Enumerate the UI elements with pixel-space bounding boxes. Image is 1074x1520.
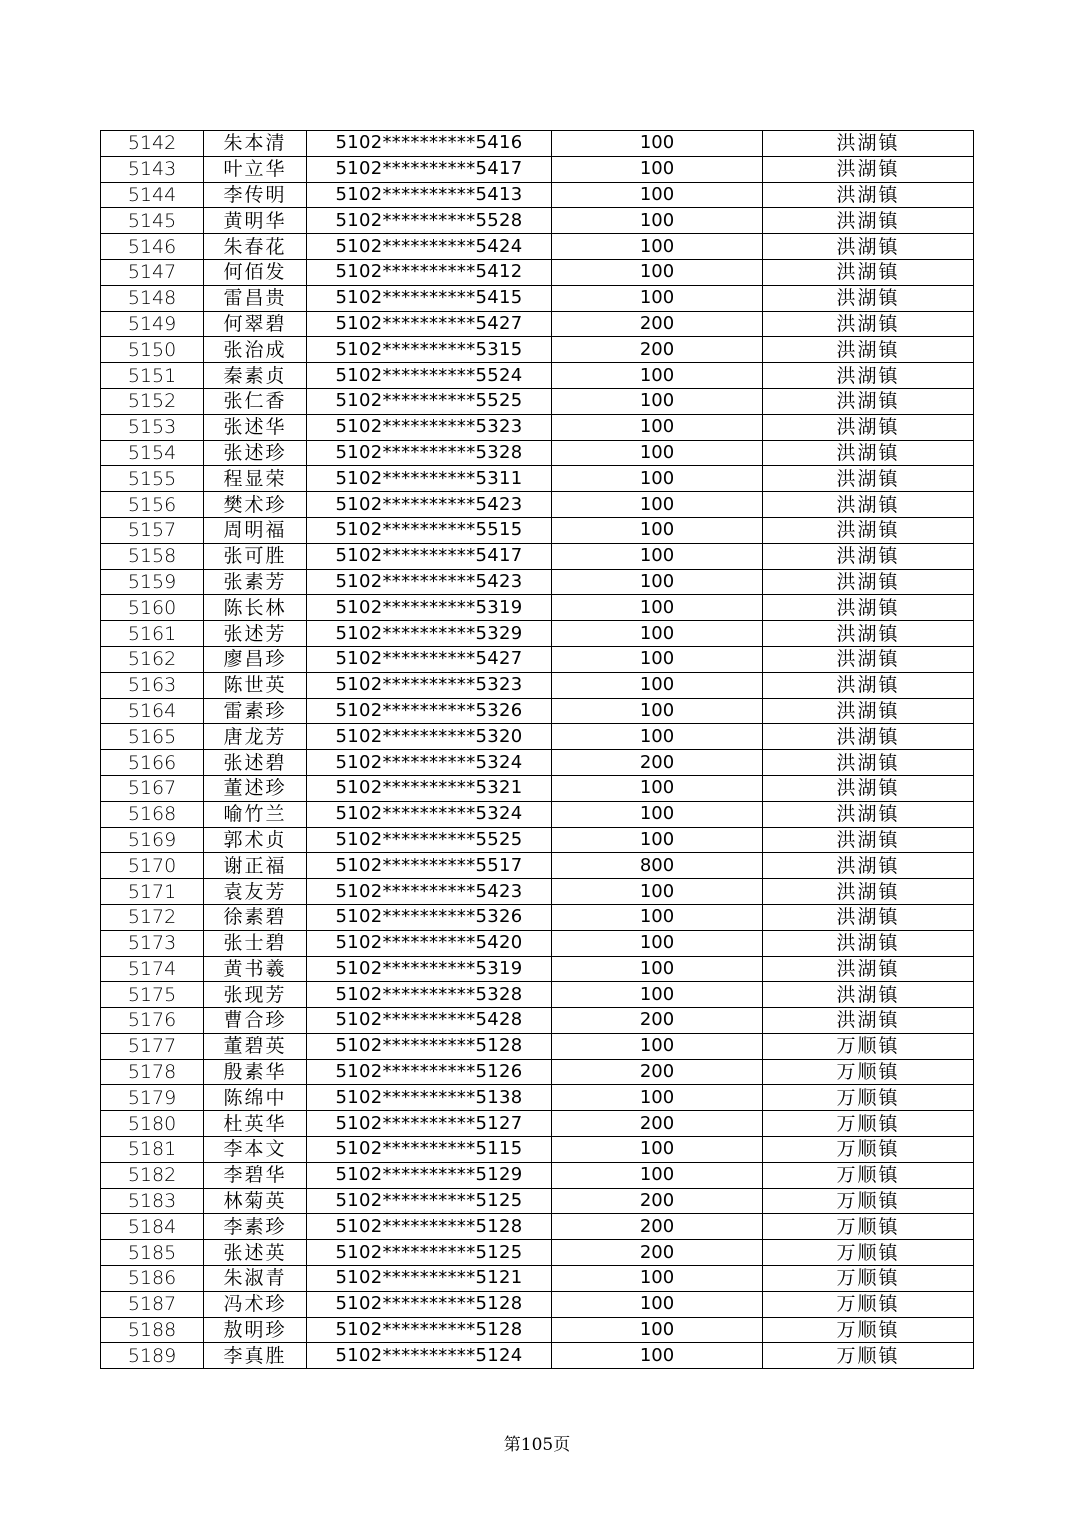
id-number-cell: 5102**********5427 [307, 311, 552, 337]
table-row [101, 285, 974, 311]
serial-number-cell: 5179 [101, 1085, 204, 1111]
table-row [101, 311, 974, 337]
table-row [101, 1008, 974, 1034]
table-row [101, 1111, 974, 1137]
table-row [101, 492, 974, 518]
amount-cell: 100 [552, 1317, 763, 1343]
town-cell: 洪湖镇 [763, 337, 974, 363]
serial-number-cell: 5173 [101, 930, 204, 956]
town-cell: 万顺镇 [763, 1085, 974, 1111]
table-row [101, 1291, 974, 1317]
name-cell: 陈长林 [204, 595, 307, 621]
amount-cell: 200 [552, 1008, 763, 1034]
id-number-cell: 5102**********5524 [307, 363, 552, 389]
town-cell: 万顺镇 [763, 1240, 974, 1266]
town-cell: 洪湖镇 [763, 363, 974, 389]
id-number-cell: 5102**********5427 [307, 646, 552, 672]
id-number-cell: 5102**********5324 [307, 750, 552, 776]
town-cell: 洪湖镇 [763, 827, 974, 853]
table-row [101, 543, 974, 569]
amount-cell: 100 [552, 621, 763, 647]
serial-number-cell: 5169 [101, 827, 204, 853]
town-cell: 洪湖镇 [763, 543, 974, 569]
amount-cell: 100 [552, 1343, 763, 1369]
id-number-cell: 5102**********5525 [307, 388, 552, 414]
town-cell: 洪湖镇 [763, 595, 974, 621]
town-cell: 洪湖镇 [763, 801, 974, 827]
name-cell: 殷素华 [204, 1059, 307, 1085]
town-cell: 洪湖镇 [763, 621, 974, 647]
town-cell: 万顺镇 [763, 1137, 974, 1163]
table-row [101, 388, 974, 414]
amount-cell: 100 [552, 595, 763, 621]
amount-cell: 100 [552, 801, 763, 827]
table-row [101, 1059, 974, 1085]
serial-number-cell: 5180 [101, 1111, 204, 1137]
id-number-cell: 5102**********5423 [307, 492, 552, 518]
town-cell: 洪湖镇 [763, 956, 974, 982]
serial-number-cell: 5184 [101, 1214, 204, 1240]
amount-cell: 100 [552, 285, 763, 311]
town-cell: 万顺镇 [763, 1033, 974, 1059]
amount-cell: 100 [552, 879, 763, 905]
amount-cell: 200 [552, 1214, 763, 1240]
name-cell: 何翠碧 [204, 311, 307, 337]
table-row [101, 131, 974, 157]
id-number-cell: 5102**********5412 [307, 259, 552, 285]
name-cell: 张述珍 [204, 440, 307, 466]
table-row [101, 440, 974, 466]
serial-number-cell: 5167 [101, 775, 204, 801]
table-row [101, 414, 974, 440]
table-row [101, 156, 974, 182]
name-cell: 朱春花 [204, 234, 307, 260]
amount-cell: 200 [552, 1111, 763, 1137]
serial-number-cell: 5158 [101, 543, 204, 569]
town-cell: 洪湖镇 [763, 311, 974, 337]
amount-cell: 100 [552, 517, 763, 543]
amount-cell: 100 [552, 259, 763, 285]
table-row [101, 775, 974, 801]
town-cell: 洪湖镇 [763, 492, 974, 518]
serial-number-cell: 5160 [101, 595, 204, 621]
amount-cell: 100 [552, 156, 763, 182]
id-number-cell: 5102**********5517 [307, 853, 552, 879]
amount-cell: 100 [552, 131, 763, 157]
table-row [101, 234, 974, 260]
table-row [101, 879, 974, 905]
name-cell: 黄书羲 [204, 956, 307, 982]
id-number-cell: 5102**********5128 [307, 1317, 552, 1343]
name-cell: 张素芳 [204, 569, 307, 595]
amount-cell: 200 [552, 337, 763, 363]
amount-cell: 200 [552, 750, 763, 776]
town-cell: 洪湖镇 [763, 724, 974, 750]
amount-cell: 100 [552, 646, 763, 672]
id-number-cell: 5102**********5323 [307, 672, 552, 698]
town-cell: 洪湖镇 [763, 131, 974, 157]
amount-cell: 200 [552, 1240, 763, 1266]
amount-cell: 100 [552, 672, 763, 698]
name-cell: 张述芳 [204, 621, 307, 647]
town-cell: 洪湖镇 [763, 156, 974, 182]
table-row [101, 930, 974, 956]
table-row [101, 750, 974, 776]
table-row [101, 1085, 974, 1111]
serial-number-cell: 5187 [101, 1291, 204, 1317]
serial-number-cell: 5176 [101, 1008, 204, 1034]
table-row [101, 569, 974, 595]
serial-number-cell: 5155 [101, 466, 204, 492]
serial-number-cell: 5150 [101, 337, 204, 363]
table-row [101, 698, 974, 724]
town-cell: 万顺镇 [763, 1291, 974, 1317]
id-number-cell: 5102**********5321 [307, 775, 552, 801]
name-cell: 杜英华 [204, 1111, 307, 1137]
town-cell: 洪湖镇 [763, 879, 974, 905]
serial-number-cell: 5164 [101, 698, 204, 724]
id-number-cell: 5102**********5319 [307, 595, 552, 621]
town-cell: 万顺镇 [763, 1111, 974, 1137]
serial-number-cell: 5181 [101, 1137, 204, 1163]
serial-number-cell: 5152 [101, 388, 204, 414]
town-cell: 洪湖镇 [763, 517, 974, 543]
name-cell: 何佰发 [204, 259, 307, 285]
id-number-cell: 5102**********5328 [307, 982, 552, 1008]
town-cell: 洪湖镇 [763, 182, 974, 208]
serial-number-cell: 5145 [101, 208, 204, 234]
table-row [101, 466, 974, 492]
serial-number-cell: 5162 [101, 646, 204, 672]
serial-number-cell: 5157 [101, 517, 204, 543]
table-row [101, 1162, 974, 1188]
table-body [101, 131, 974, 1369]
amount-cell: 100 [552, 543, 763, 569]
id-number-cell: 5102**********5528 [307, 208, 552, 234]
name-cell: 雷昌贵 [204, 285, 307, 311]
table-row [101, 1137, 974, 1163]
amount-cell: 100 [552, 182, 763, 208]
name-cell: 秦素贞 [204, 363, 307, 389]
id-number-cell: 5102**********5323 [307, 414, 552, 440]
serial-number-cell: 5149 [101, 311, 204, 337]
name-cell: 张述碧 [204, 750, 307, 776]
town-cell: 洪湖镇 [763, 466, 974, 492]
town-cell: 万顺镇 [763, 1059, 974, 1085]
town-cell: 万顺镇 [763, 1188, 974, 1214]
subsidy-list-table [100, 130, 974, 1369]
table-row [101, 517, 974, 543]
id-number-cell: 5102**********5127 [307, 1111, 552, 1137]
name-cell: 樊术珍 [204, 492, 307, 518]
id-number-cell: 5102**********5423 [307, 569, 552, 595]
serial-number-cell: 5185 [101, 1240, 204, 1266]
name-cell: 林菊英 [204, 1188, 307, 1214]
serial-number-cell: 5168 [101, 801, 204, 827]
id-number-cell: 5102**********5126 [307, 1059, 552, 1085]
id-number-cell: 5102**********5138 [307, 1085, 552, 1111]
table-row [101, 1317, 974, 1343]
name-cell: 朱淑青 [204, 1266, 307, 1292]
serial-number-cell: 5142 [101, 131, 204, 157]
table-row [101, 621, 974, 647]
amount-cell: 100 [552, 982, 763, 1008]
serial-number-cell: 5156 [101, 492, 204, 518]
id-number-cell: 5102**********5115 [307, 1137, 552, 1163]
table-row [101, 1214, 974, 1240]
serial-number-cell: 5146 [101, 234, 204, 260]
town-cell: 洪湖镇 [763, 285, 974, 311]
amount-cell: 100 [552, 440, 763, 466]
amount-cell: 200 [552, 311, 763, 337]
serial-number-cell: 5165 [101, 724, 204, 750]
id-number-cell: 5102**********5424 [307, 234, 552, 260]
name-cell: 廖昌珍 [204, 646, 307, 672]
name-cell: 袁友芳 [204, 879, 307, 905]
name-cell: 郭术贞 [204, 827, 307, 853]
table-row [101, 595, 974, 621]
serial-number-cell: 5177 [101, 1033, 204, 1059]
amount-cell: 100 [552, 388, 763, 414]
name-cell: 李碧华 [204, 1162, 307, 1188]
amount-cell: 100 [552, 466, 763, 492]
serial-number-cell: 5148 [101, 285, 204, 311]
serial-number-cell: 5186 [101, 1266, 204, 1292]
table-row [101, 672, 974, 698]
name-cell: 冯术珍 [204, 1291, 307, 1317]
id-number-cell: 5102**********5319 [307, 956, 552, 982]
id-number-cell: 5102**********5417 [307, 543, 552, 569]
id-number-cell: 5102**********5324 [307, 801, 552, 827]
town-cell: 洪湖镇 [763, 440, 974, 466]
table-row [101, 363, 974, 389]
name-cell: 张仁香 [204, 388, 307, 414]
amount-cell: 100 [552, 1266, 763, 1292]
town-cell: 万顺镇 [763, 1162, 974, 1188]
id-number-cell: 5102**********5420 [307, 930, 552, 956]
amount-cell: 100 [552, 414, 763, 440]
table-row [101, 182, 974, 208]
id-number-cell: 5102**********5423 [307, 879, 552, 905]
id-number-cell: 5102**********5128 [307, 1033, 552, 1059]
serial-number-cell: 5159 [101, 569, 204, 595]
table-row [101, 646, 974, 672]
serial-number-cell: 5144 [101, 182, 204, 208]
serial-number-cell: 5188 [101, 1317, 204, 1343]
serial-number-cell: 5183 [101, 1188, 204, 1214]
town-cell: 洪湖镇 [763, 234, 974, 260]
name-cell: 张可胜 [204, 543, 307, 569]
name-cell: 李传明 [204, 182, 307, 208]
town-cell: 洪湖镇 [763, 646, 974, 672]
town-cell: 洪湖镇 [763, 388, 974, 414]
serial-number-cell: 5175 [101, 982, 204, 1008]
serial-number-cell: 5170 [101, 853, 204, 879]
town-cell: 洪湖镇 [763, 1008, 974, 1034]
table-row [101, 1266, 974, 1292]
table-row [101, 208, 974, 234]
table-row [101, 853, 974, 879]
serial-number-cell: 5147 [101, 259, 204, 285]
serial-number-cell: 5178 [101, 1059, 204, 1085]
serial-number-cell: 5151 [101, 363, 204, 389]
name-cell: 曹合珍 [204, 1008, 307, 1034]
id-number-cell: 5102**********5329 [307, 621, 552, 647]
serial-number-cell: 5172 [101, 904, 204, 930]
id-number-cell: 5102**********5121 [307, 1266, 552, 1292]
amount-cell: 100 [552, 1085, 763, 1111]
name-cell: 董述珍 [204, 775, 307, 801]
serial-number-cell: 5143 [101, 156, 204, 182]
table-row [101, 259, 974, 285]
id-number-cell: 5102**********5315 [307, 337, 552, 363]
serial-number-cell: 5166 [101, 750, 204, 776]
amount-cell: 100 [552, 363, 763, 389]
amount-cell: 100 [552, 208, 763, 234]
table-row [101, 956, 974, 982]
town-cell: 万顺镇 [763, 1317, 974, 1343]
name-cell: 董碧英 [204, 1033, 307, 1059]
name-cell: 徐素碧 [204, 904, 307, 930]
table-row [101, 982, 974, 1008]
id-number-cell: 5102**********5129 [307, 1162, 552, 1188]
id-number-cell: 5102**********5311 [307, 466, 552, 492]
town-cell: 洪湖镇 [763, 930, 974, 956]
id-number-cell: 5102**********5416 [307, 131, 552, 157]
name-cell: 张现芳 [204, 982, 307, 1008]
name-cell: 唐龙芳 [204, 724, 307, 750]
serial-number-cell: 5163 [101, 672, 204, 698]
town-cell: 万顺镇 [763, 1343, 974, 1369]
amount-cell: 100 [552, 492, 763, 518]
amount-cell: 200 [552, 1188, 763, 1214]
id-number-cell: 5102**********5428 [307, 1008, 552, 1034]
town-cell: 洪湖镇 [763, 672, 974, 698]
table-row [101, 724, 974, 750]
serial-number-cell: 5189 [101, 1343, 204, 1369]
amount-cell: 100 [552, 827, 763, 853]
table-row [101, 827, 974, 853]
amount-cell: 100 [552, 569, 763, 595]
amount-cell: 100 [552, 234, 763, 260]
name-cell: 李素珍 [204, 1214, 307, 1240]
name-cell: 叶立华 [204, 156, 307, 182]
id-number-cell: 5102**********5417 [307, 156, 552, 182]
serial-number-cell: 5174 [101, 956, 204, 982]
table-row [101, 1240, 974, 1266]
id-number-cell: 5102**********5124 [307, 1343, 552, 1369]
amount-cell: 100 [552, 1137, 763, 1163]
table-row [101, 801, 974, 827]
name-cell: 李本文 [204, 1137, 307, 1163]
name-cell: 黄明华 [204, 208, 307, 234]
id-number-cell: 5102**********5128 [307, 1214, 552, 1240]
amount-cell: 100 [552, 698, 763, 724]
table-row [101, 337, 974, 363]
id-number-cell: 5102**********5125 [307, 1240, 552, 1266]
amount-cell: 100 [552, 904, 763, 930]
name-cell: 陈绵中 [204, 1085, 307, 1111]
name-cell: 朱本清 [204, 131, 307, 157]
id-number-cell: 5102**********5128 [307, 1291, 552, 1317]
name-cell: 程显荣 [204, 466, 307, 492]
serial-number-cell: 5161 [101, 621, 204, 647]
town-cell: 洪湖镇 [763, 750, 974, 776]
name-cell: 张治成 [204, 337, 307, 363]
town-cell: 洪湖镇 [763, 982, 974, 1008]
table-row [101, 904, 974, 930]
id-number-cell: 5102**********5515 [307, 517, 552, 543]
name-cell: 张述华 [204, 414, 307, 440]
amount-cell: 100 [552, 930, 763, 956]
amount-cell: 100 [552, 1291, 763, 1317]
town-cell: 洪湖镇 [763, 775, 974, 801]
id-number-cell: 5102**********5326 [307, 904, 552, 930]
name-cell: 雷素珍 [204, 698, 307, 724]
name-cell: 李真胜 [204, 1343, 307, 1369]
name-cell: 张士碧 [204, 930, 307, 956]
town-cell: 洪湖镇 [763, 698, 974, 724]
amount-cell: 100 [552, 1033, 763, 1059]
id-number-cell: 5102**********5328 [307, 440, 552, 466]
table-row [101, 1343, 974, 1369]
town-cell: 洪湖镇 [763, 414, 974, 440]
serial-number-cell: 5171 [101, 879, 204, 905]
serial-number-cell: 5153 [101, 414, 204, 440]
amount-cell: 800 [552, 853, 763, 879]
amount-cell: 200 [552, 1059, 763, 1085]
id-number-cell: 5102**********5525 [307, 827, 552, 853]
amount-cell: 100 [552, 775, 763, 801]
id-number-cell: 5102**********5415 [307, 285, 552, 311]
serial-number-cell: 5182 [101, 1162, 204, 1188]
amount-cell: 100 [552, 724, 763, 750]
name-cell: 张述英 [204, 1240, 307, 1266]
name-cell: 喻竹兰 [204, 801, 307, 827]
id-number-cell: 5102**********5413 [307, 182, 552, 208]
name-cell: 周明福 [204, 517, 307, 543]
name-cell: 陈世英 [204, 672, 307, 698]
town-cell: 洪湖镇 [763, 208, 974, 234]
amount-cell: 100 [552, 1162, 763, 1188]
amount-cell: 100 [552, 956, 763, 982]
table-row [101, 1188, 974, 1214]
name-cell: 敖明珍 [204, 1317, 307, 1343]
id-number-cell: 5102**********5320 [307, 724, 552, 750]
town-cell: 洪湖镇 [763, 853, 974, 879]
town-cell: 万顺镇 [763, 1266, 974, 1292]
town-cell: 洪湖镇 [763, 569, 974, 595]
town-cell: 万顺镇 [763, 1214, 974, 1240]
id-number-cell: 5102**********5326 [307, 698, 552, 724]
page-number: 第105页 [503, 1435, 571, 1455]
id-number-cell: 5102**********5125 [307, 1188, 552, 1214]
town-cell: 洪湖镇 [763, 259, 974, 285]
serial-number-cell: 5154 [101, 440, 204, 466]
town-cell: 洪湖镇 [763, 904, 974, 930]
table-row [101, 1033, 974, 1059]
name-cell: 谢正福 [204, 853, 307, 879]
